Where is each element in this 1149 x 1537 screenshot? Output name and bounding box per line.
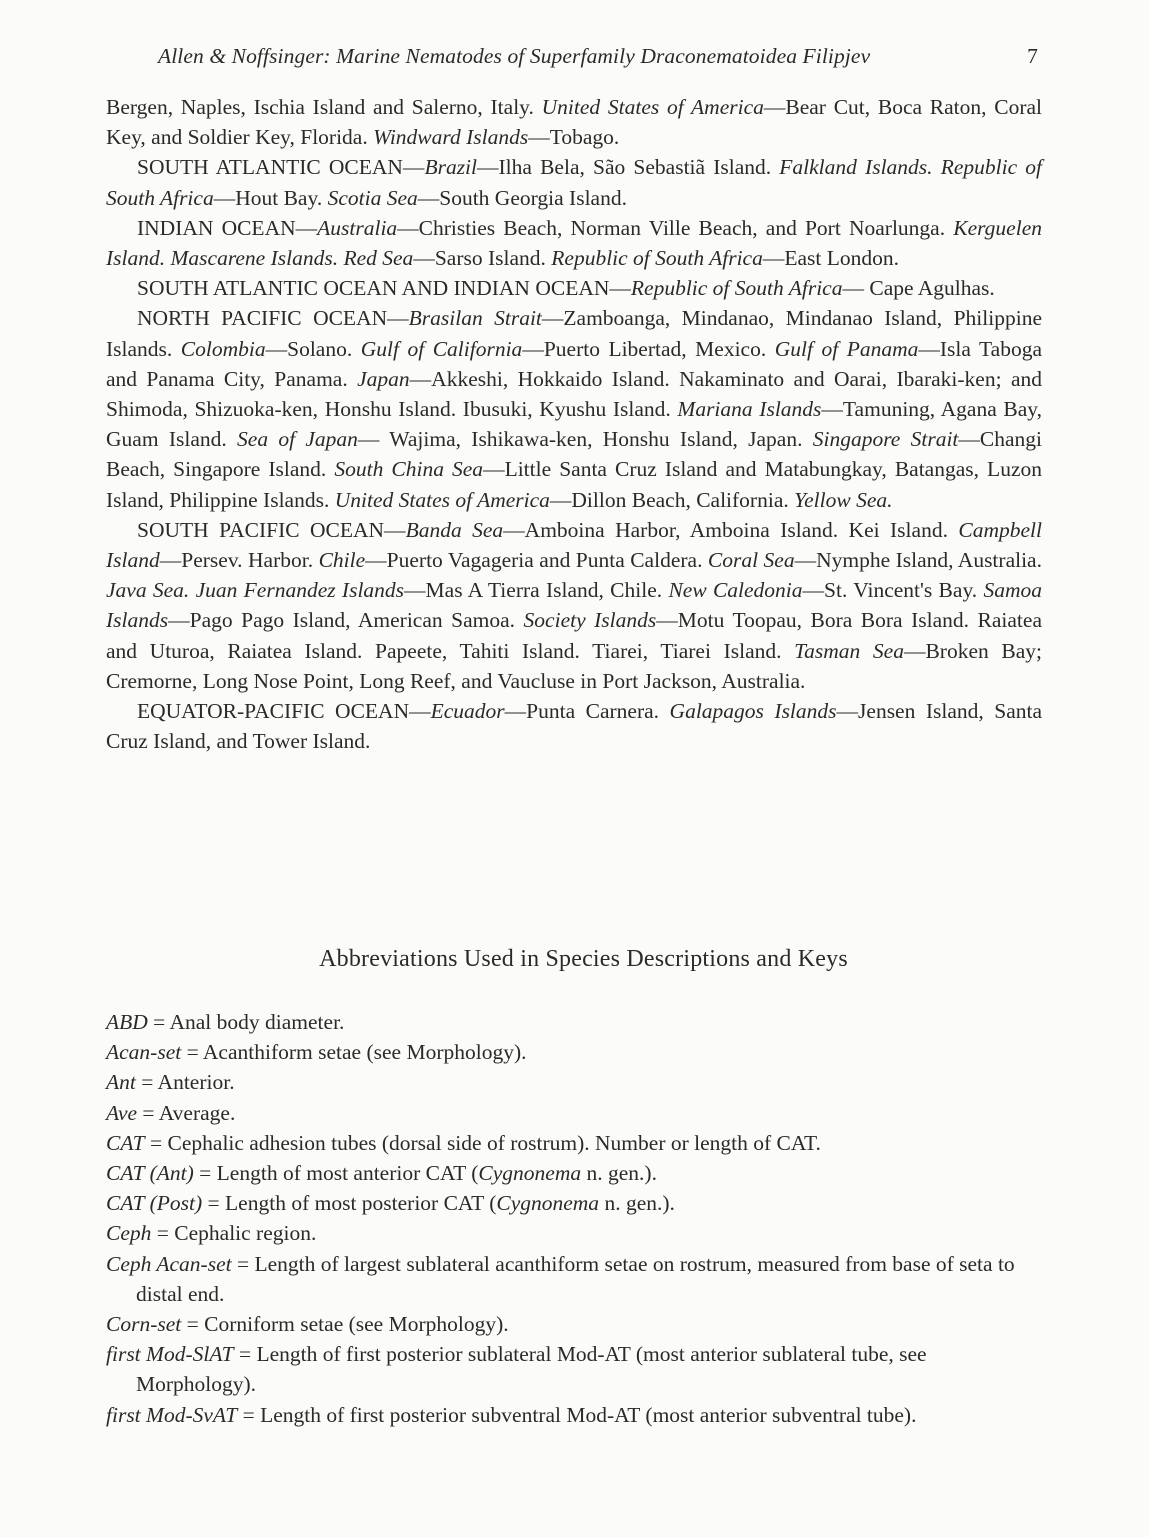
localities-list	[106, 92, 1042, 756]
locality-text: —Sarso Island.	[413, 246, 552, 271]
abbreviation-entry	[106, 1007, 1042, 1037]
locality-paragraph	[106, 696, 1042, 756]
locality-text: —Broken Bay; Cremorne, Long Nose Point, Long Reef, and Vaucluse in Port Jackson, Australia.	[106, 638, 1042, 693]
locality-text: —East London.	[762, 246, 900, 271]
locality-place: Brasilan Strait	[408, 306, 542, 331]
abbreviation-entry	[106, 1067, 1042, 1097]
locality-paragraph	[106, 213, 1042, 273]
locality-text: —Hout Bay.	[213, 185, 328, 210]
locality-place: Falkland Islands. Republic of South Africa	[106, 155, 1042, 210]
locality-text: Bergen, Naples, Ischia Island and Salerno, Italy.	[106, 95, 542, 119]
locality-text: —Jensen Island, Santa Cruz Island, and Tower Island.	[106, 699, 1043, 754]
locality-text: SOUTH ATLANTIC OCEAN AND INDIAN OCEAN—	[137, 276, 631, 301]
abbreviation-entry	[106, 1158, 1042, 1188]
abbreviation-term: Ceph Acan-set	[106, 1251, 232, 1276]
locality-text: —Ilha Bela, São Sebastiã Island.	[477, 155, 780, 180]
locality-text: NORTH PACIFIC OCEAN—	[137, 306, 409, 331]
locality-text: —Amboina Harbor, Amboina Island. Kei Island.	[503, 517, 959, 542]
locality-text: INDIAN OCEAN—	[137, 215, 318, 240]
locality-text: —Tobago.	[528, 125, 620, 150]
locality-place: Chile	[318, 548, 366, 573]
locality-place: Galapagos Islands	[669, 699, 837, 724]
locality-text: —Motu Toopau, Bora Bora Island. Raiatea and Uturoa, Raiatea Island. Papeete, Tahiti Island. Tiarei, Tiarei Island.	[106, 608, 1042, 663]
locality-place: Republic of South Africa	[630, 276, 843, 301]
locality-text: —Bear Cut, Boca Raton, Coral Key, and Soldier Key, Florida.	[106, 95, 1043, 150]
locality-place: Mariana Islands	[677, 397, 822, 422]
locality-place: South China Sea	[334, 457, 484, 482]
abbreviation-term: first Mod-SlAT	[106, 1342, 234, 1367]
locality-text: — Cape Agulhas.	[842, 276, 995, 301]
abbreviation-definition: = Cephalic region.	[151, 1221, 317, 1246]
abbreviation-entry	[106, 1400, 1042, 1430]
locality-text: —Persev. Harbor.	[159, 548, 319, 573]
locality-place: Australia	[317, 215, 398, 240]
locality-text: —Isla Taboga and Panama City, Panama.	[106, 336, 1042, 391]
locality-place: United States of America	[541, 95, 764, 119]
abbreviation-entry	[106, 1128, 1042, 1158]
locality-place: Ecuador	[430, 699, 505, 724]
locality-text: —Puerto Libertad, Mexico.	[522, 336, 775, 361]
abbreviations-list	[106, 1007, 1042, 1430]
locality-text: —South Georgia Island.	[417, 185, 627, 210]
abbreviation-entry	[106, 1309, 1042, 1339]
locality-place: Campbell Island	[106, 517, 1042, 573]
locality-text: —Dillon Beach, California.	[549, 487, 795, 512]
locality-place: Colombia	[180, 336, 266, 361]
locality-text: —Akkeshi, Hokkaido Island. Nakaminato and Oarai, Ibaraki-ken; and Shimoda, Shizuoka-ken, Honshu Island. Ibusuki, Kyushu Island.	[106, 366, 1042, 422]
locality-text: —Changi Beach, Singapore Island.	[106, 427, 1042, 482]
abbreviation-term: Corn-set	[106, 1312, 182, 1337]
running-header	[158, 44, 1038, 69]
locality-place: Sea of Japan	[237, 427, 358, 452]
abbreviation-entry	[106, 1339, 1042, 1399]
locality-place: Society Islands	[523, 608, 657, 633]
locality-place: Windward Islands	[373, 125, 529, 150]
locality-text: —Mas A Tierra Island, Chile.	[404, 578, 669, 603]
locality-text: —Pago Pago Island, American Samoa.	[168, 608, 524, 633]
locality-text: SOUTH PACIFIC OCEAN—	[137, 517, 406, 542]
abbreviation-definition: = Corniform setae (see Morphology).	[181, 1312, 509, 1337]
abbreviation-entry	[106, 1188, 1042, 1218]
locality-text: —Christies Beach, Norman Ville Beach, and Port Noarlunga.	[397, 215, 954, 240]
locality-place: Republic of South Africa	[551, 246, 763, 271]
locality-place: Kerguelen Island. Mascarene Islands. Red Sea	[106, 215, 1042, 271]
locality-text: —Solano.	[265, 336, 361, 361]
locality-text: —Tamuning, Agana Bay, Guam Island.	[106, 397, 1042, 452]
abbreviation-definition: = Anterior.	[135, 1070, 235, 1095]
abbreviation-entry	[106, 1037, 1042, 1067]
locality-text: — Wajima, Ishikawa-ken, Honshu Island, Japan.	[357, 427, 813, 452]
locality-paragraph	[106, 273, 1042, 303]
abbreviation-term: Ceph	[106, 1221, 152, 1246]
locality-paragraph	[106, 92, 1042, 152]
locality-text: SOUTH ATLANTIC OCEAN—	[137, 155, 425, 180]
abbreviation-definition: = Length of first posterior subventral Mod-AT (most anterior subventral tube).	[237, 1402, 917, 1427]
genus-name: Cygnonema	[496, 1191, 600, 1216]
locality-place: New Caledonia	[668, 578, 803, 603]
abbreviation-term: CAT (Ant)	[106, 1161, 194, 1186]
abbreviation-definition: = Cephalic adhesion tubes (dorsal side of rostrum). Number or length of CAT.	[144, 1130, 821, 1155]
abbreviation-definition: = Average.	[137, 1100, 236, 1125]
abbreviation-definition: = Length of largest sublateral acanthiform setae on rostrum, measured from base of seta to distal end.	[136, 1251, 1015, 1306]
locality-text: —Puerto Vagageria and Punta Caldera.	[365, 548, 708, 573]
abbreviation-term: first Mod-SvAT	[106, 1402, 238, 1427]
abbreviation-definition-tail: n. gen.).	[581, 1161, 657, 1186]
running-title: Allen & Noffsinger: Marine Nematodes of Superfamily Draconematoidea Filipjev	[158, 44, 871, 68]
locality-place: Coral Sea	[707, 548, 795, 573]
abbreviation-definition: = Length of most posterior CAT (	[202, 1191, 497, 1216]
abbreviation-term: CAT	[106, 1130, 145, 1155]
locality-place: Tasman Sea	[794, 638, 904, 663]
abbreviation-term: CAT (Post)	[106, 1191, 203, 1216]
section-heading: Abbreviations Used in Species Descriptions and Keys	[319, 946, 848, 972]
locality-text: —Little Santa Cruz Island and Matabungkay, Batangas, Luzon Island, Philippine Islands.	[106, 457, 1042, 512]
locality-text: —Nymphe Island, Australia.	[794, 548, 1042, 573]
locality-place: United States of America	[334, 487, 550, 512]
abbreviation-definition: = Anal body diameter.	[147, 1010, 345, 1034]
locality-place: Brazil	[424, 155, 478, 180]
locality-place: Samoa Islands	[106, 578, 1042, 633]
locality-place: Java Sea. Juan Fernandez Islands	[106, 578, 405, 603]
locality-place: Gulf of Panama	[774, 336, 919, 361]
abbreviation-term: Ave	[106, 1100, 138, 1125]
abbreviation-definition: = Acanthiform setae (see Morphology).	[181, 1040, 527, 1065]
genus-name: Cygnonema	[478, 1161, 582, 1186]
locality-paragraph	[106, 152, 1042, 212]
page-number: 7	[1027, 44, 1038, 68]
abbreviation-entry	[106, 1098, 1042, 1128]
abbreviation-definition-tail: n. gen.).	[599, 1191, 675, 1216]
locality-paragraph	[106, 515, 1042, 696]
abbreviation-term: Acan-set	[106, 1040, 182, 1065]
locality-text: EQUATOR-PACIFIC OCEAN—	[137, 699, 431, 724]
locality-place: Gulf of California	[360, 336, 523, 361]
abbreviation-term: ABD	[106, 1010, 148, 1034]
abbreviation-entry	[106, 1249, 1042, 1309]
locality-paragraph	[106, 303, 1042, 514]
abbreviation-term: Ant	[106, 1070, 136, 1095]
locality-place: Banda Sea	[405, 517, 504, 542]
abbreviation-entry	[106, 1218, 1042, 1248]
locality-text: —Zamboanga, Mindanao, Mindanao Island, Philippine Islands.	[106, 306, 1042, 361]
locality-place: Yellow Sea.	[794, 487, 893, 512]
locality-text: —Punta Carnera.	[504, 699, 670, 724]
locality-place: Singapore Strait	[812, 427, 959, 452]
locality-text: —St. Vincent's Bay.	[802, 578, 984, 603]
locality-place: Japan	[357, 366, 410, 391]
locality-place: Scotia Sea	[327, 185, 418, 210]
abbreviation-definition: = Length of first posterior sublateral Mod-AT (most anterior sublateral tube, see Morphology).	[136, 1342, 927, 1397]
abbreviation-definition: = Length of most anterior CAT (	[193, 1161, 479, 1186]
